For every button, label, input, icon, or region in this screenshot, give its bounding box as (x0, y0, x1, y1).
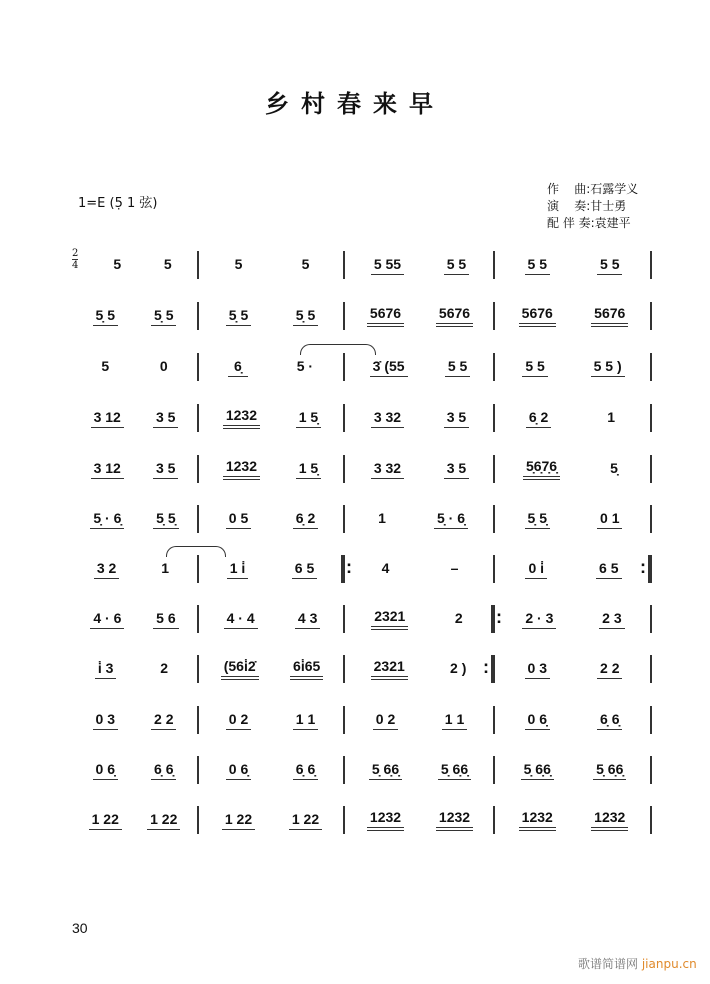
barline (650, 404, 652, 432)
beat: 1 22 (147, 811, 180, 830)
beat: 0 5 (226, 510, 251, 529)
beat: 5676 (436, 305, 473, 327)
beat: 0 6̣ (226, 761, 251, 780)
beat: 1232 (223, 407, 260, 429)
beat: 0 2 (373, 711, 398, 730)
beat: 3 5 (444, 460, 469, 479)
beat: 1 22 (89, 811, 122, 830)
beat: 5 (113, 256, 122, 272)
beat: 5̣ · 6̣ (90, 510, 124, 529)
beat: 5676 (367, 305, 404, 327)
measure (199, 400, 345, 436)
beat: 0 6̣ (525, 711, 550, 730)
measure (199, 752, 345, 788)
measure (345, 752, 495, 788)
beat: 5̣ 5̣ (153, 510, 178, 529)
score-row (70, 601, 652, 637)
measure (495, 802, 652, 838)
score-row (70, 702, 652, 738)
beat: 0 3 (525, 660, 550, 679)
beat: 1 i̇ (227, 560, 249, 579)
beat: 4 (381, 560, 390, 576)
measure (70, 451, 199, 487)
beat: 6 5 (596, 560, 621, 579)
beat: 0 (159, 358, 168, 374)
beat: 3 5 (444, 409, 469, 428)
beat: 6̣ (228, 358, 248, 377)
score-row (70, 651, 652, 687)
measure (345, 298, 495, 334)
measure (70, 802, 199, 838)
beat: 3 32 (371, 460, 404, 479)
credit-accompaniment: 配 伴 奏:袁建平 (547, 216, 631, 230)
score-row (70, 400, 652, 436)
beat: 5 · (296, 358, 314, 374)
beat: 6̣ 6̣ (293, 761, 318, 780)
barline (650, 655, 652, 683)
measure (495, 247, 652, 283)
beat: 0 6̣ (93, 761, 118, 780)
beat: 5̣ 5 (293, 307, 318, 326)
barline (650, 756, 652, 784)
measure (495, 451, 652, 487)
beat: 5 5 (444, 256, 469, 275)
score-row (70, 802, 652, 838)
beat: – (450, 560, 459, 576)
beat: 5 6 (153, 610, 178, 629)
measure (199, 247, 345, 283)
beat: 5 5 (525, 256, 550, 275)
beat: 5̣ · 6̣ (434, 510, 468, 529)
score-title: 乡村春来早 (265, 90, 445, 118)
beat: 3 12 (91, 460, 124, 479)
beat: 4 · 6 (90, 610, 124, 629)
measure (70, 349, 199, 385)
barline (650, 505, 652, 533)
score-row (70, 551, 652, 587)
beat: 1 (161, 560, 169, 576)
measure (199, 651, 345, 687)
beat: 0 i̇ (525, 560, 547, 579)
score-row (70, 501, 652, 537)
beat: 2 2 (597, 660, 622, 679)
measure (70, 651, 199, 687)
measure (199, 501, 345, 537)
beat: 2 3 (599, 610, 624, 629)
measure (345, 551, 495, 587)
beat: 4 3 (295, 610, 320, 629)
beat: (56i̇2̇ (221, 658, 259, 680)
beat: 1 (378, 510, 386, 526)
beat: 6̣ 6̣ (597, 711, 622, 730)
beat: 1 5̣ (296, 460, 321, 479)
measure (345, 400, 495, 436)
measure (495, 298, 652, 334)
beat: 2 (454, 610, 463, 626)
measure (70, 298, 199, 334)
measure (70, 247, 199, 283)
beat: 1 1 (293, 711, 318, 730)
beat: 5 (301, 256, 310, 272)
measure (495, 651, 652, 687)
beat: i̇ 3 (95, 660, 117, 679)
beat: 5 55 (371, 256, 404, 275)
measure (345, 802, 495, 838)
beat: 0 2 (226, 711, 251, 730)
beat: 2321 (371, 658, 408, 680)
beat: 2321 (371, 608, 408, 630)
beat: 6̣ 2 (293, 510, 318, 529)
beat: 5 5 (597, 256, 622, 275)
barline (650, 605, 652, 633)
credit-performer: 演 奏:甘士勇 (547, 199, 627, 213)
measure (199, 298, 345, 334)
beat: 5 5 (522, 358, 547, 377)
measure (495, 551, 652, 587)
beat: 2 (160, 660, 169, 676)
beat: 1232 (519, 809, 556, 831)
beat: 6̣ 2 (526, 409, 551, 428)
beat: 2 ) (450, 660, 467, 676)
measure (199, 702, 345, 738)
beat: 0 3 (93, 711, 118, 730)
beat: 1232 (591, 809, 628, 831)
beat: 5676 (519, 305, 556, 327)
beat: 5 5 ) (591, 358, 625, 377)
barline (650, 806, 652, 834)
score-row (70, 298, 652, 334)
credit-composer: 作 曲:石露学义 (547, 182, 639, 196)
measure (70, 601, 199, 637)
score-row (70, 451, 652, 487)
beat: 6̣ 6̣ (151, 761, 176, 780)
barline (650, 251, 652, 279)
beat: 3 5 (153, 460, 178, 479)
beat: 1232 (367, 809, 404, 831)
measure (199, 601, 345, 637)
watermark-cn: 歌谱简谱网 (578, 957, 639, 971)
beat: 6i̇65 (290, 658, 323, 680)
tie (166, 546, 226, 557)
beat: 1232 (436, 809, 473, 831)
beat: 1 22 (289, 811, 322, 830)
measure (70, 400, 199, 436)
barline (650, 302, 652, 330)
measure (345, 451, 495, 487)
measure (495, 752, 652, 788)
barline (650, 455, 652, 483)
score-row (70, 247, 652, 283)
beat: 5̣ (610, 460, 618, 476)
credits (547, 181, 638, 232)
beat: 3 2 (94, 560, 119, 579)
beat: 1 5̣ (296, 409, 321, 428)
beat: 1 1 (442, 711, 467, 730)
measure (345, 247, 495, 283)
score-row (70, 752, 652, 788)
time-signature-top: 2 (72, 248, 79, 259)
beat: 5̣ 5 (151, 307, 176, 326)
beat: 3̇ (55 (370, 358, 408, 377)
measure (495, 349, 652, 385)
beat: 5676 (591, 305, 628, 327)
page-number: 30 (72, 920, 88, 936)
measure (345, 702, 495, 738)
time-signature (72, 248, 78, 271)
measure (345, 601, 495, 637)
beat: 5̣ 5 (226, 307, 251, 326)
beat: 5̣ 6̣6̣ (369, 761, 402, 780)
beat: 5 (101, 358, 110, 374)
beat: 5 (234, 256, 243, 272)
measure (199, 451, 345, 487)
barline (650, 706, 652, 734)
key-signature: 1=E (5̣ 1 弦) (78, 196, 158, 211)
measure (495, 400, 652, 436)
beat: 0 1 (597, 510, 622, 529)
measure (495, 601, 652, 637)
measure (495, 501, 652, 537)
beat: 5̣ 6̣6̣ (521, 761, 554, 780)
barline (650, 353, 652, 381)
beat: 1232 (223, 458, 260, 480)
beat: 5̣ 5 (93, 307, 118, 326)
beat: 5̣ 5̣ (525, 510, 550, 529)
measure (199, 802, 345, 838)
beat: 5 5 (445, 358, 470, 377)
measure (70, 702, 199, 738)
beat: 3 12 (91, 409, 124, 428)
beat: 5̣ 6̣6̣ (438, 761, 471, 780)
measure (70, 501, 199, 537)
beat: 4 · 4 (224, 610, 258, 629)
watermark-en: jianpu.cn (641, 957, 697, 971)
measure (345, 651, 495, 687)
watermark (578, 955, 697, 972)
repeat-end-barline (648, 555, 652, 583)
beat: 1 22 (222, 811, 255, 830)
measure (495, 702, 652, 738)
time-signature-bottom: 4 (72, 260, 79, 271)
beat: 5̣ 6̣6̣ (593, 761, 626, 780)
beat: 1 (607, 409, 615, 425)
measure (70, 752, 199, 788)
beat: 5̣6̣7̣6̣ (523, 458, 560, 480)
beat: 2 · 3 (522, 610, 556, 629)
beat: 6 5 (292, 560, 317, 579)
beat: 2 2 (151, 711, 176, 730)
tie (300, 344, 376, 355)
measure (345, 501, 495, 537)
beat: 5 (163, 256, 172, 272)
beat: 3 32 (371, 409, 404, 428)
beat: 3 5 (153, 409, 178, 428)
